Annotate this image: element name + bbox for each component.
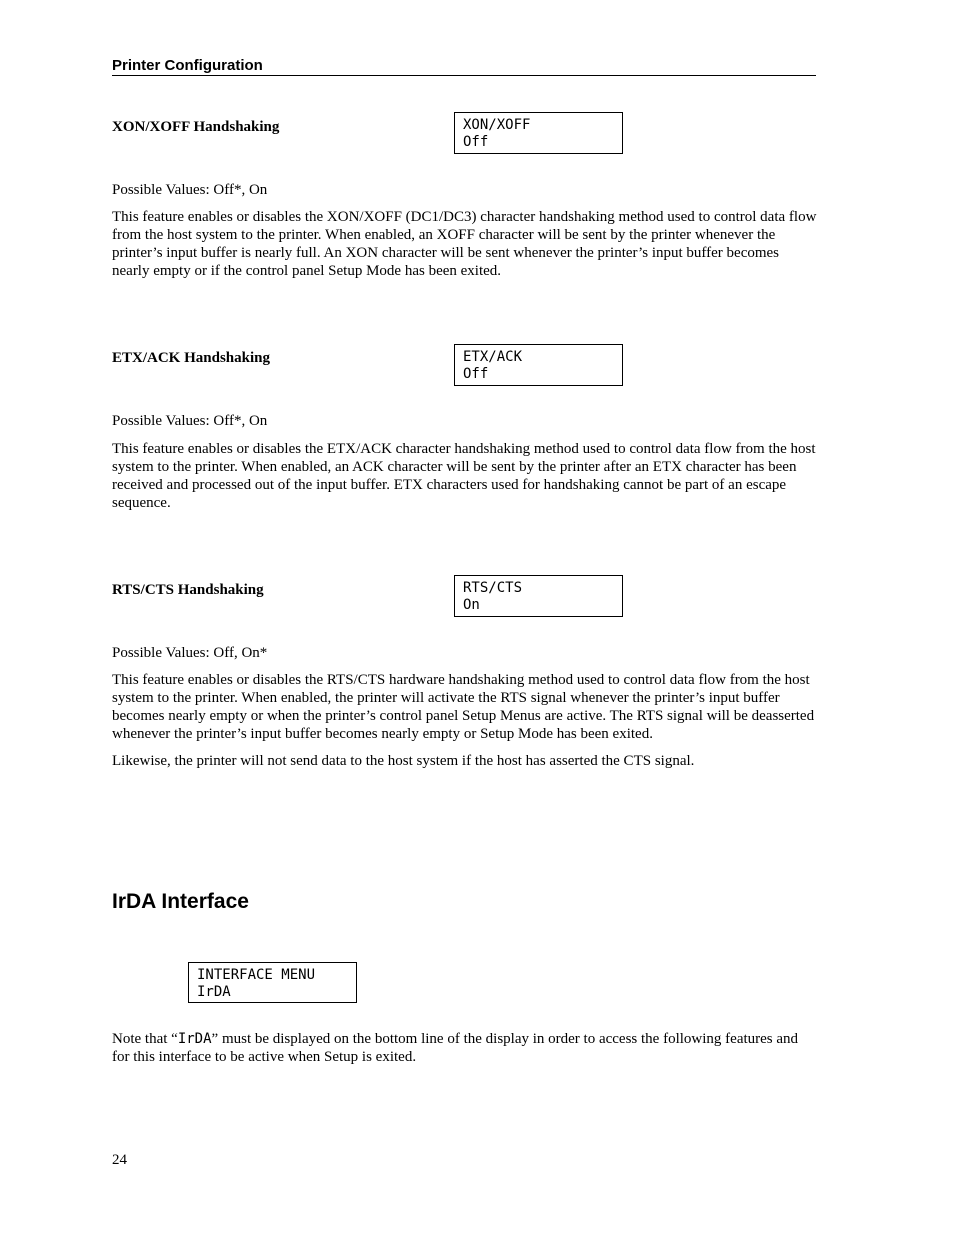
etx-ack-possible-values: Possible Values: Off*, On bbox=[112, 413, 268, 429]
rts-cts-note: Likewise, the printer will not send data to the host system if the host has asserted the CTS signal. bbox=[112, 753, 695, 769]
irda-heading: IrDA Interface bbox=[112, 890, 249, 913]
display-line-1: ETX/ACK bbox=[463, 349, 523, 365]
rts-cts-heading: RTS/CTS Handshaking bbox=[112, 582, 264, 598]
header-title: Printer Configuration bbox=[112, 57, 263, 74]
rts-cts-possible-values: Possible Values: Off, On* bbox=[112, 645, 268, 661]
display-line-1: INTERFACE MENU bbox=[197, 967, 316, 983]
display-line-2: IrDA bbox=[197, 984, 231, 1000]
irda-note-prefix: Note that “ bbox=[112, 1031, 178, 1047]
display-line-2: On bbox=[463, 597, 480, 613]
xon-xoff-display bbox=[454, 112, 623, 154]
rts-cts-description: This feature enables or disables the RTS/CTS hardware handshaking method used to control data flow from the host system to the printer. When enabled, the printer will activate the RTS signal whenever the printer’s input buffer becomes nearly empty or when the printer’s control panel Setup Menus are active. The RTS signal will be deasserted whenever the printer’s input buffer becomes nearly empty or Setup Mode has been exited. bbox=[112, 672, 815, 742]
irda-note bbox=[112, 1030, 818, 1066]
xon-xoff-possible-values: Possible Values: Off*, On bbox=[112, 182, 268, 198]
display-line-2: Off bbox=[463, 366, 489, 382]
interface-menu-display bbox=[188, 962, 357, 1003]
display-line-1: RTS/CTS bbox=[463, 580, 523, 596]
display-line-1: XON/XOFF bbox=[463, 117, 531, 133]
display-line-2: Off bbox=[463, 134, 489, 150]
xon-xoff-description: This feature enables or disables the XON/XOFF (DC1/DC3) character handshaking method used to control data flow from the host system to the printer. When enabled, an XOFF character will be sent by the printer whenever the printer’s input buffer is nearly full. An XON character will be sent whenever the printer’s input buffer becomes nearly empty or if the control panel Setup Mode has been exited. bbox=[112, 209, 817, 279]
rts-cts-display bbox=[454, 575, 623, 617]
etx-ack-heading: ETX/ACK Handshaking bbox=[112, 350, 270, 366]
irda-note-suffix: ” must be displayed on the bottom line of the display in order to access the following features and for this interface to be active when Setup is exited. bbox=[112, 1031, 799, 1065]
xon-xoff-heading: XON/XOFF Handshaking bbox=[112, 119, 280, 135]
irda-code: IrDA bbox=[177, 1031, 212, 1047]
etx-ack-display bbox=[454, 344, 623, 386]
page-header bbox=[112, 56, 816, 76]
etx-ack-description: This feature enables or disables the ETX/ACK character handshaking method used to control data flow from the host system to the printer. When enabled, an ACK character will be sent by the printer after an ETX character has been received and processed out of the input buffer. ETX characters used for handshaking cannot be part of an escape sequence. bbox=[112, 441, 816, 511]
page-number: 24 bbox=[112, 1152, 127, 1168]
